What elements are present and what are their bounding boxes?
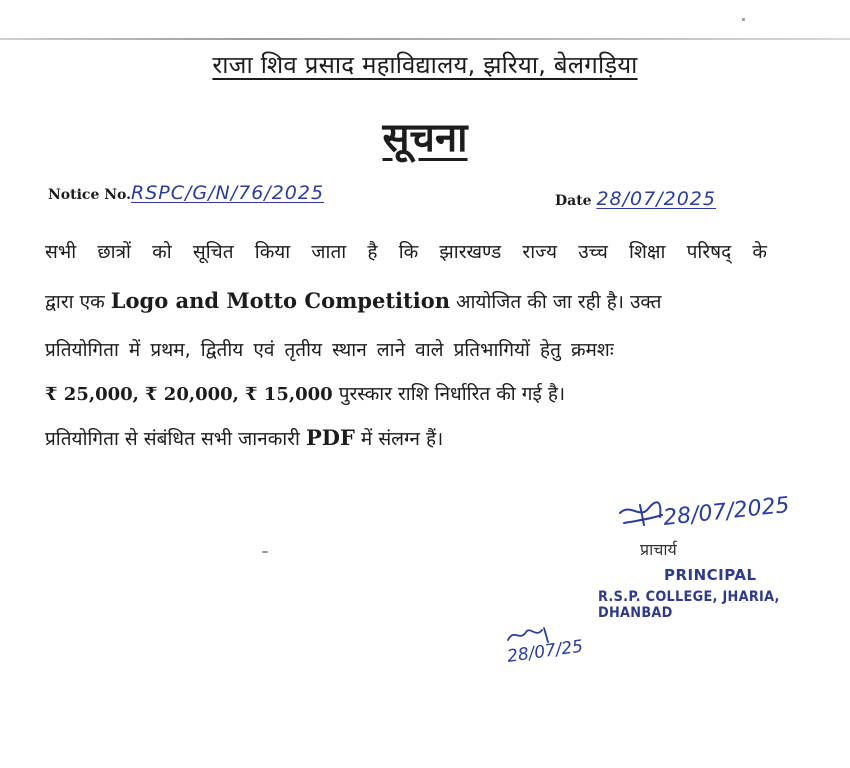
signature-date: 28/07/2025 [662,492,791,531]
initial-mark [500,620,610,680]
stamp-college: R.S.P. COLLEGE, JHARIA, DHANBAD [598,589,780,621]
designation-hindi: प्राचार्य [640,540,677,559]
body-line-4 [45,380,565,406]
stamp-principal: PRINCIPAL [664,566,757,584]
body-line-3: प्रतियोगिता में प्रथम, द्वितीय एवं तृतीय स्थान लाने वाले प्रतिभागियों हेतु क्रमशः [45,339,614,361]
body-line-5-pre: प्रतियोगिता से संबंधित सभी जानकारी [45,428,300,450]
date-value: 28/07/2025 [596,188,716,210]
body-line-4-post: पुरस्कार राशि निर्धारित की गई है। [338,383,566,405]
competition-name: Logo and Motto Competition [110,288,450,313]
notice-label: Notice No. [48,187,131,203]
date-label: Date [555,193,592,209]
initial-date: 28/07/25 [505,636,585,667]
top-divider [0,38,850,40]
scan-speck [262,551,268,553]
date-row [555,188,716,210]
notice-number: RSPC/G/N/76/2025 [131,182,325,204]
notice-title: सूचना [382,115,468,161]
body-line-2-post: आयोजित की जा रही है। उक्त [456,291,662,313]
prize-third: ₹ 15,000 [245,384,333,405]
body-line-1: सभी छात्रों को सूचित किया जाता है कि झारखण्ड राज्य उच्च शिक्षा परिषद् के [45,241,767,263]
principal-signature [600,485,840,605]
notice-number-row [48,182,324,204]
body-line-5 [45,425,443,451]
body-line-2-pre: द्वारा एक [45,291,105,313]
pdf-label: PDF [305,425,355,450]
body-line-5-post: में संलग्न हैं। [360,428,444,450]
scan-speck [742,18,745,21]
prize-first: ₹ 25,000, [45,384,139,405]
body-line-2 [45,288,661,314]
prize-second: ₹ 20,000, [145,384,239,405]
college-name: राजा शिव प्रसाद महाविद्यालय, झरिया, बेलगड़िया [212,51,638,79]
